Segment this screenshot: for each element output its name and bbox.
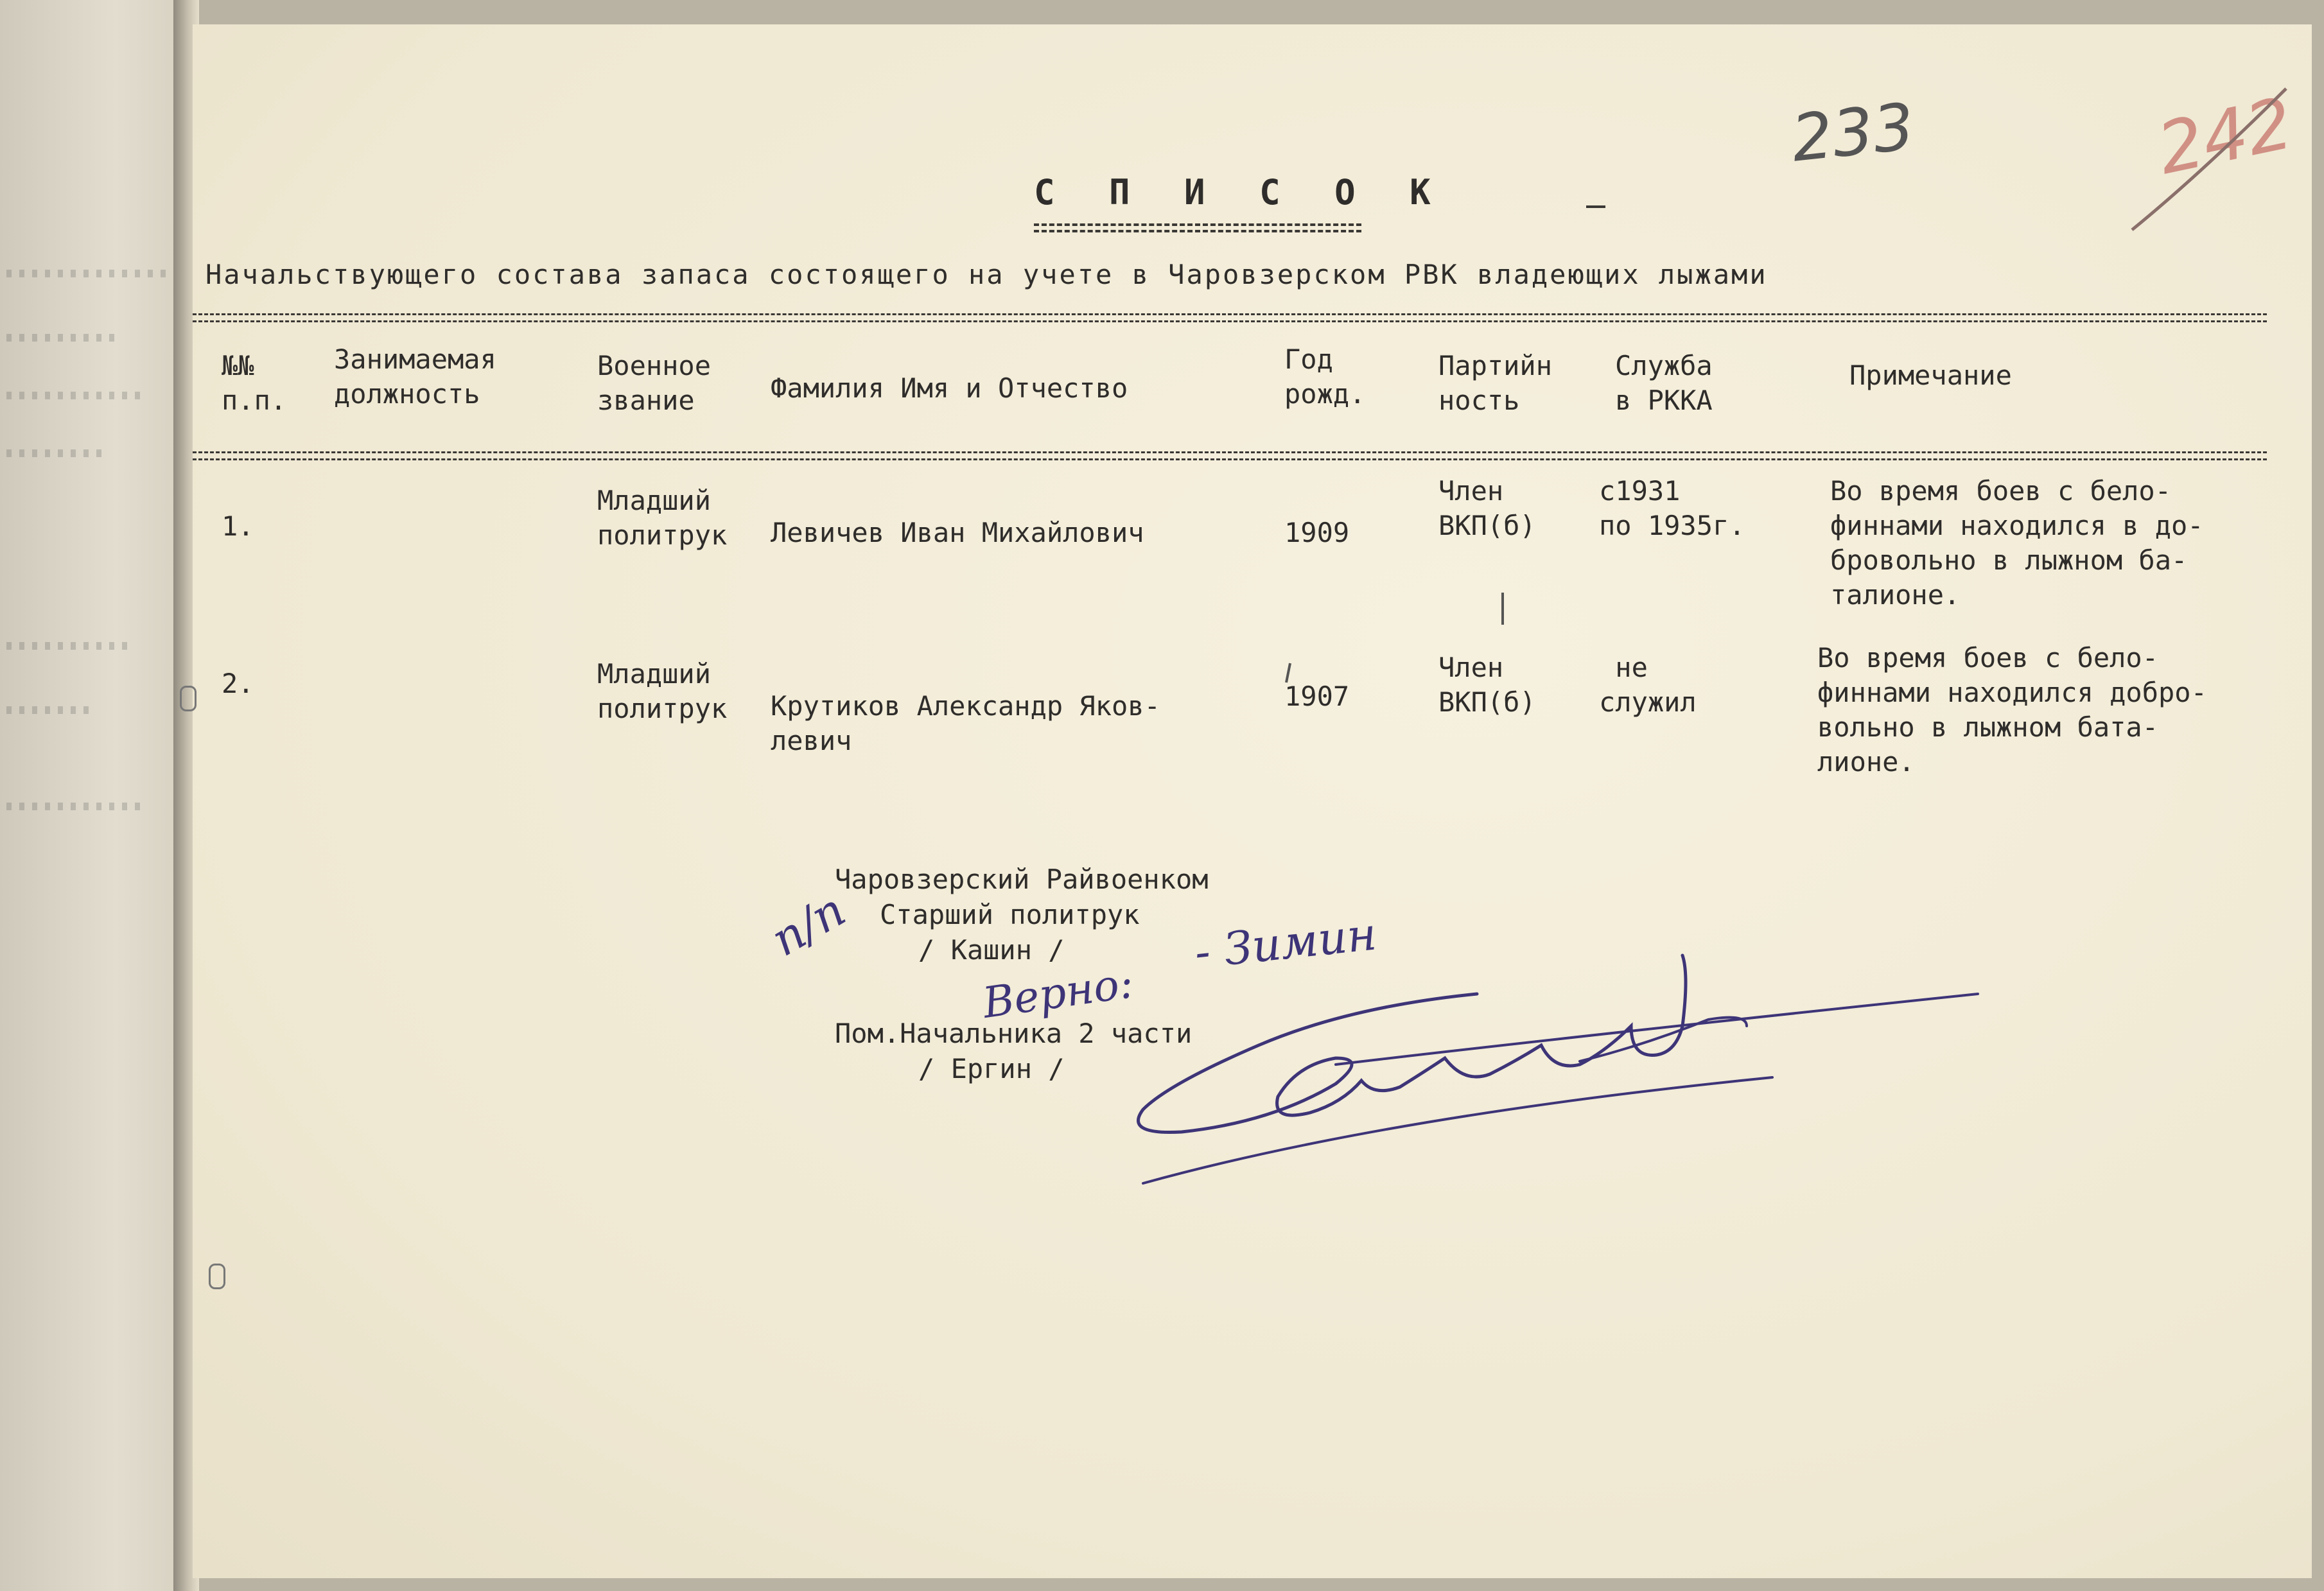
previous-page-edge — [0, 0, 193, 1591]
handwritten-name: - Зимин — [1192, 907, 1379, 979]
signature-assistant-line: Пом.Начальника 2 части — [835, 1018, 1193, 1049]
column-header-service: Служба в РККА — [1615, 350, 1713, 416]
row-2-service: не служил — [1599, 652, 1697, 718]
row-1-rank: Младший политрук — [597, 485, 728, 551]
row-1-service: с1931 по 1935г. — [1599, 475, 1745, 541]
document-subtitle: Начальствующего состава запаса состоящего на учете в Чаровзерском РВК владеющих лыжами — [205, 259, 1768, 290]
title-underline — [1034, 230, 1361, 232]
stamp-strikethrough — [2126, 76, 2293, 243]
handwritten-verified: Верно: — [979, 958, 1137, 1028]
row-1-note: Во время боев с бело- финнами находился в до- бровольно в лыжном ба- талионе. — [1830, 475, 2204, 611]
handwritten-signature — [1066, 949, 1997, 1206]
column-header-rank: Военное звание — [597, 350, 712, 416]
row-1-num: 1. — [222, 510, 254, 542]
signature-rank-line: Старший политрук — [880, 899, 1140, 930]
row-2-party: Член ВКП(б) — [1438, 652, 1536, 718]
column-header-year: Год рожд. — [1284, 343, 1366, 410]
pencil-tick-mark — [1281, 660, 1294, 686]
row-1-name: Левичев Иван Михайлович — [771, 517, 1144, 548]
binding-thread-mark — [180, 686, 197, 711]
row-2-rank: Младший политрук — [597, 658, 728, 724]
signature-title-line: Чаровзерский Райвоенком — [835, 864, 1209, 895]
signature-name-line: / Кашин / — [918, 934, 1065, 966]
archive-page-number: 233 — [1788, 89, 1918, 177]
document-page — [193, 24, 2312, 1578]
column-header-party: Партийн ность — [1438, 350, 1553, 416]
pencil-tick-mark — [1496, 589, 1509, 628]
row-2-year: 1907 — [1284, 681, 1350, 712]
binding-thread-mark — [209, 1264, 225, 1289]
header-bottom-rule — [193, 451, 2267, 460]
title-underline — [1034, 223, 1361, 226]
row-2-note: Во время боев с бело- финнами находился добро- вольно в лыжном бата- лионе. — [1817, 642, 2207, 778]
column-header-name: Фамилия Имя и Отчество — [771, 372, 1128, 404]
column-header-position: Занимаемая должность — [334, 343, 496, 410]
row-2-num: 2. — [222, 668, 254, 699]
row-1-year: 1909 — [1284, 517, 1350, 548]
document-title: С П И С О К — [1034, 172, 1447, 213]
signature-assistant-name: / Ергин / — [918, 1053, 1065, 1084]
archive-stamp: 242 — [2150, 82, 2300, 191]
dash-mark — [1586, 205, 1605, 208]
header-top-rule — [193, 313, 2267, 322]
column-header-note: Примечание — [1849, 360, 2012, 391]
row-1-party: Член ВКП(б) — [1438, 475, 1536, 541]
column-header-num: №№ п.п. — [222, 350, 287, 416]
handwritten-pp: п/п — [762, 882, 855, 967]
row-2-name: Крутиков Александр Яков- левич — [771, 690, 1160, 756]
